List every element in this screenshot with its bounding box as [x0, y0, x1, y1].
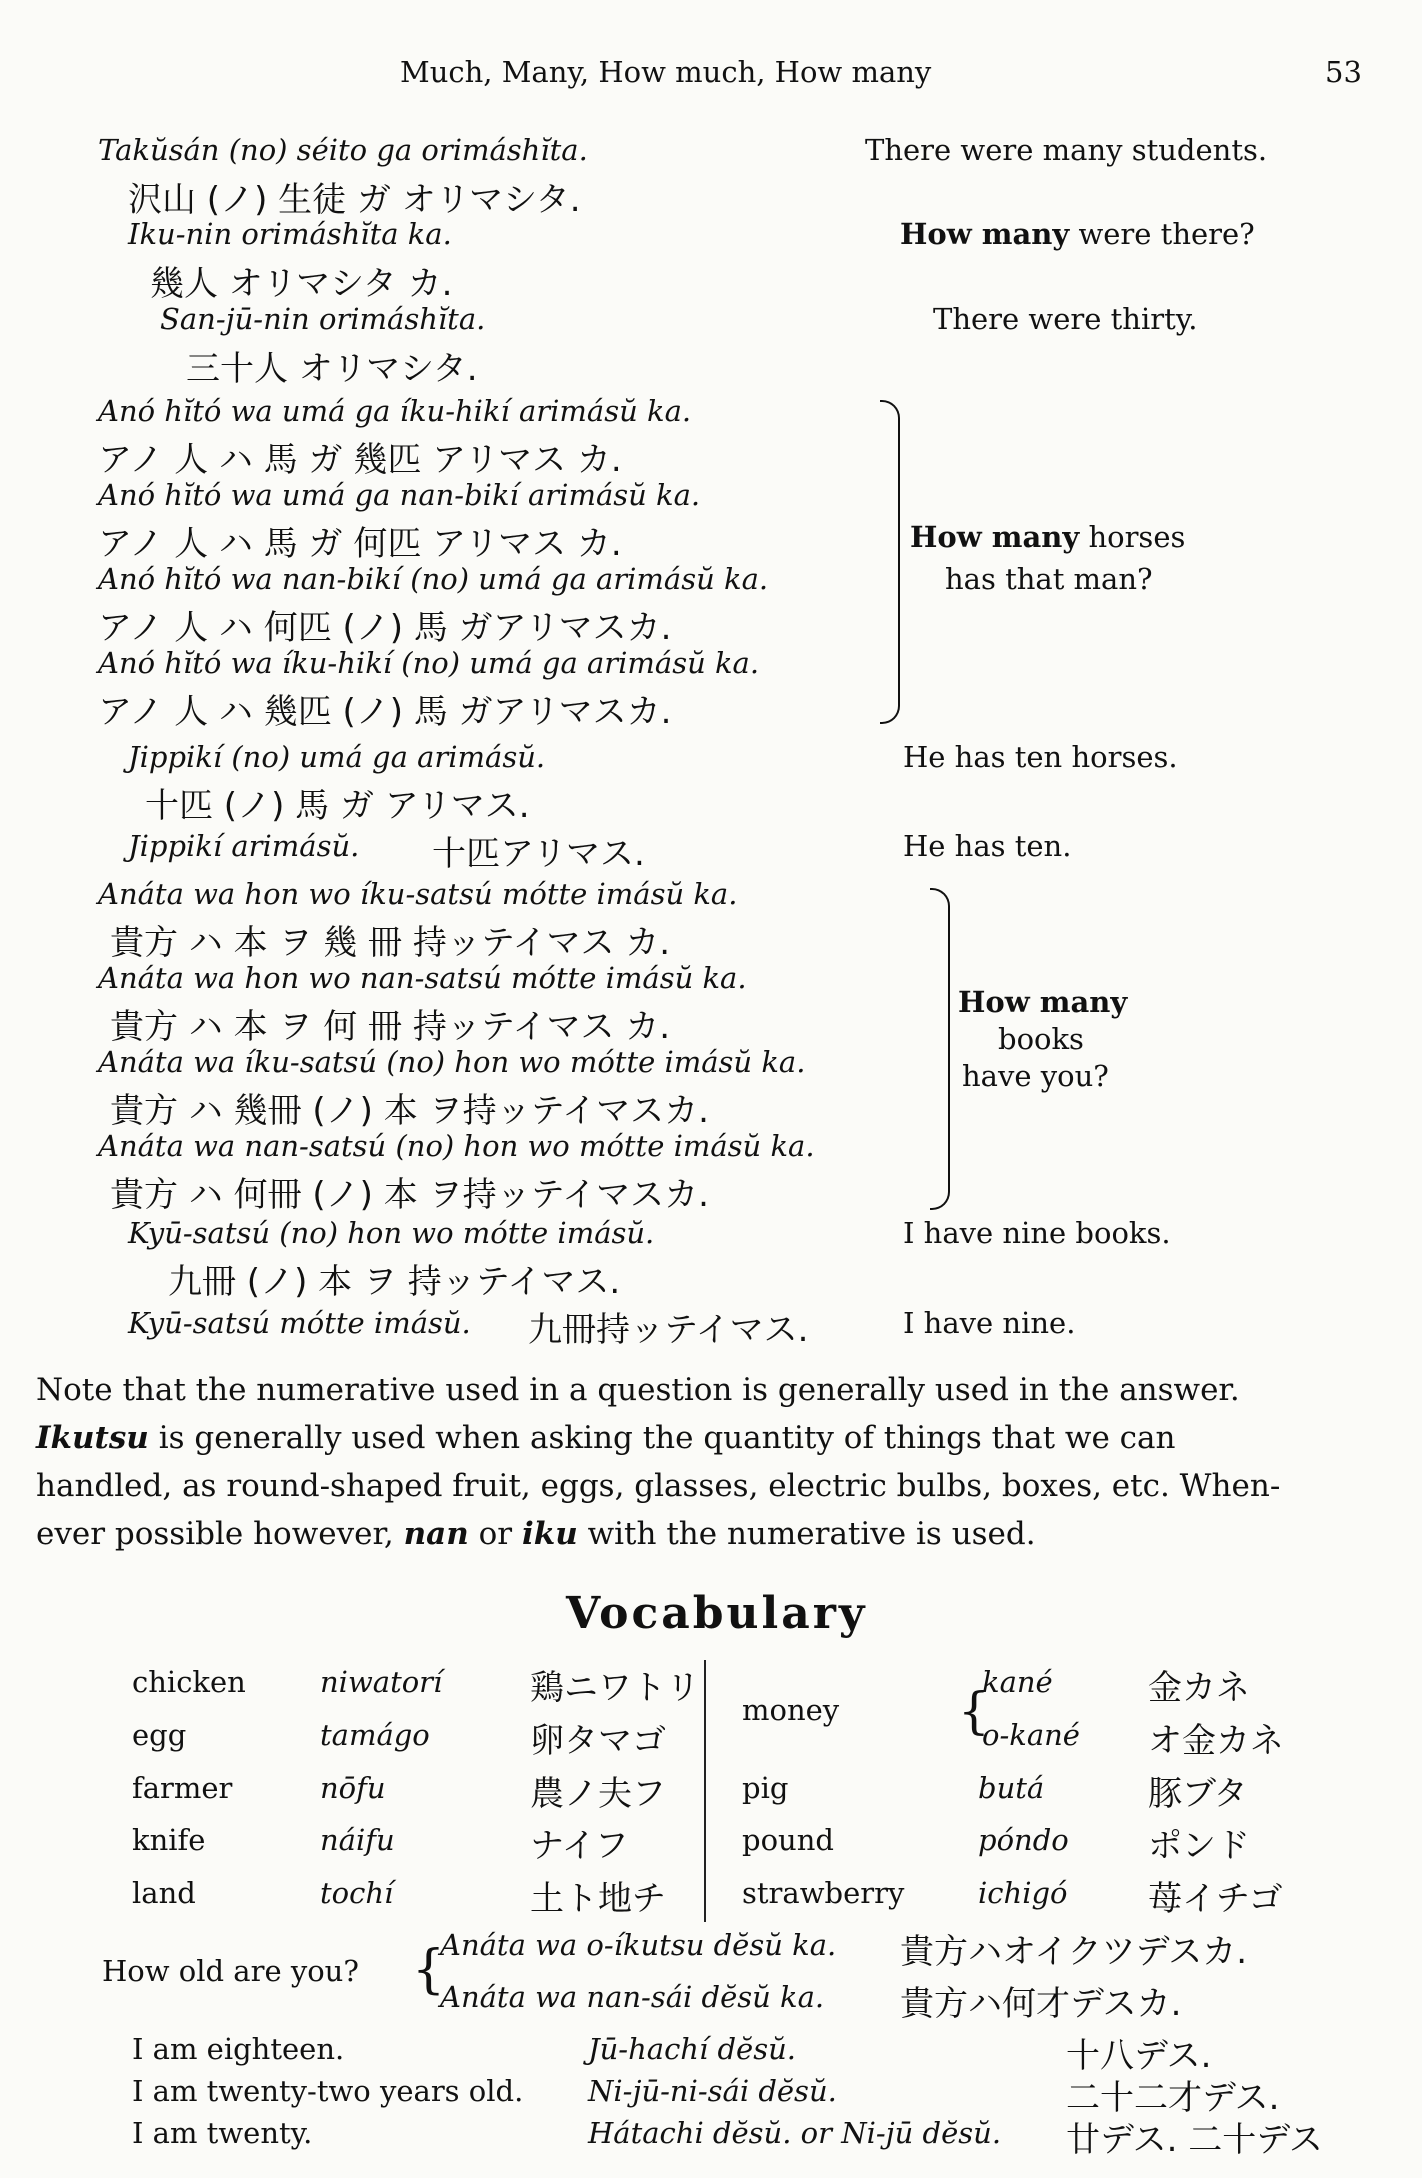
romaji-line: Kyū-satsú (no) hon wo mótte imásŭ.	[128, 1216, 655, 1250]
note-line	[36, 1510, 1366, 1558]
kana-line: 貴方 ハ 幾冊 (ノ) 本 ヲ持ッテイマスカ.	[110, 1091, 709, 1131]
romaji-line: Kyū-satsú mótte imásŭ.	[128, 1306, 471, 1340]
romaji-line: Takŭsán (no) séito ga orimáshĭta.	[98, 133, 588, 167]
emphasis-term: iku	[521, 1516, 578, 1552]
note-text: or	[468, 1516, 522, 1552]
vocab-romaji: ichigó	[978, 1876, 1068, 1910]
english-translation: He has ten.	[903, 829, 1072, 863]
romaji-line: Anó hĭtó wa umá ga íku-hikí arimásŭ ka.	[98, 394, 692, 428]
phrase-brace: {	[412, 1940, 446, 2000]
romaji-line: Anó hĭtó wa umá ga nan-bikí arimásŭ ka.	[98, 478, 701, 512]
english-text: books	[998, 1022, 1084, 1056]
phrase-kana: 貴方ハオイクツデスカ.	[900, 1932, 1248, 1972]
phrase-kana: 貴方ハ何才デスカ.	[900, 1984, 1182, 2024]
vocab-romaji: o-kané	[982, 1718, 1080, 1752]
english-translation	[910, 520, 1185, 554]
vocab-brace: {	[958, 1682, 990, 1740]
note-line: handled, as round-shaped fruit, eggs, glasses, electric bulbs, boxes, etc. When-	[36, 1468, 1281, 1504]
kana-line: 九冊 (ノ) 本 ヲ 持ッテイマス.	[168, 1262, 621, 1302]
phrase-romaji: Hátachi dĕsŭ. or Ni-jū dĕsŭ.	[588, 2116, 1002, 2150]
romaji-line: Anó hĭtó wa nan-bikí (no) umá ga arimásŭ ka.	[98, 562, 769, 596]
note-text: ever possible however,	[36, 1516, 404, 1552]
kana-line: アノ 人 ハ 馬 ガ 幾匹 アリマス カ.	[98, 440, 622, 480]
kana-line: 幾人 オリマシタ カ.	[150, 264, 453, 304]
romaji-line: Anáta wa hon wo íku-satsú mótte imásŭ ka.	[98, 877, 738, 911]
note-line	[36, 1414, 1366, 1462]
vocab-english: land	[132, 1876, 196, 1910]
emphasis-text: How many	[958, 985, 1128, 1019]
romaji-line: Anáta wa hon wo nan-satsú mótte imásŭ ka.	[98, 961, 747, 995]
phrase-romaji: Anáta wa nan-sái dĕsŭ ka.	[440, 1980, 825, 2014]
vocab-english: money	[742, 1693, 840, 1727]
romaji-line: Jippikí (no) umá ga arimásŭ.	[128, 740, 546, 774]
vocab-kanji: 卵タマゴ	[530, 1721, 666, 1761]
note-line: Note that the numerative used in a question is generally used in the answer.	[36, 1372, 1240, 1408]
running-header: Much, Many, How much, How many	[400, 55, 932, 89]
english-text: horses	[1088, 520, 1186, 554]
phrase-romaji: Ni-jū-ni-sái dĕsŭ.	[588, 2074, 837, 2108]
vocab-kanji: オ金カネ	[1148, 1721, 1284, 1761]
kana-line: 貴方 ハ 本 ヲ 幾 冊 持ッテイマス カ.	[110, 923, 671, 963]
vocab-romaji: niwatorí	[320, 1665, 443, 1699]
romaji-line: Jippikí arimásŭ.	[128, 829, 360, 863]
phrase-kana: 二十二才デス.	[1066, 2078, 1280, 2118]
grouping-brace	[930, 888, 950, 1210]
vocab-english: pound	[742, 1823, 834, 1857]
note-text: is generally used when asking the quantity of things that we can	[148, 1420, 1176, 1456]
romaji-line: San-jū-nin orimáshĭta.	[160, 302, 486, 336]
phrase-english: I am twenty-two years old.	[132, 2074, 524, 2108]
vocab-romaji: nōfu	[320, 1771, 386, 1805]
vocab-kanji: 土ト地チ	[530, 1879, 666, 1919]
emphasis-term: nan	[403, 1516, 469, 1552]
vocab-romaji: tochí	[320, 1876, 394, 1910]
vocab-kanji: 農ノ夫フ	[530, 1774, 666, 1814]
kana-line: 沢山 (ノ) 生徒 ガ オリマシタ.	[128, 180, 581, 220]
vocab-english: strawberry	[742, 1876, 905, 1910]
column-divider	[704, 1660, 706, 1922]
english-translation: There were many students.	[865, 133, 1268, 167]
english-text: have you?	[962, 1059, 1109, 1093]
vocab-english: knife	[132, 1823, 206, 1857]
vocab-romaji: butá	[978, 1771, 1045, 1805]
kana-line: 三十人 オリマシタ.	[186, 349, 478, 389]
kana-line: 貴方 ハ 何冊 (ノ) 本 ヲ持ッテイマスカ.	[110, 1175, 709, 1215]
phrase-english: How old are you?	[102, 1954, 359, 1988]
vocab-romaji: náifu	[320, 1823, 395, 1857]
kana-line: 貴方 ハ 本 ヲ 何 冊 持ッテイマス カ.	[110, 1007, 671, 1047]
romaji-line: Anáta wa nan-satsú (no) hon wo mótte imásŭ ka.	[98, 1129, 815, 1163]
vocab-english: egg	[132, 1718, 187, 1752]
vocab-english: farmer	[132, 1771, 233, 1805]
vocab-kanji: 金カネ	[1148, 1668, 1250, 1708]
vocab-kanji: 鶏ニワトリ	[530, 1668, 700, 1708]
vocab-romaji: kané	[982, 1665, 1053, 1699]
kana-line: アノ 人 ハ 馬 ガ 何匹 アリマス カ.	[98, 524, 622, 564]
romaji-line: Anó hĭtó wa íku-hikí (no) umá ga arimásŭ ka.	[98, 646, 760, 680]
emphasis-text: How many	[910, 520, 1080, 554]
vocab-kanji: ナイフ	[530, 1826, 629, 1866]
phrase-english: I am twenty.	[132, 2116, 313, 2150]
kana-line: 十匹 (ノ) 馬 ガ アリマス.	[145, 786, 530, 826]
romaji-line: Iku-nin orimáshĭta ka.	[128, 217, 452, 251]
section-title: Vocabulary	[566, 1588, 868, 1639]
vocab-kanji: 豚ブタ	[1148, 1774, 1248, 1814]
vocab-kanji: ポンド	[1148, 1826, 1250, 1866]
english-text: has that man?	[945, 562, 1153, 596]
phrase-kana: 十八デス.	[1066, 2036, 1212, 2076]
phrase-kana: 廿デス. 二十デス	[1066, 2120, 1323, 2160]
vocab-kanji: 苺イチゴ	[1148, 1879, 1283, 1919]
english-translation: He has ten horses.	[903, 740, 1178, 774]
english-text: were there?	[1078, 217, 1255, 251]
romaji-line: Anáta wa íku-satsú (no) hon wo mótte imásŭ ka.	[98, 1045, 806, 1079]
emphasis-text: How many	[900, 217, 1070, 251]
kana-line: 十匹アリマス.	[432, 834, 645, 874]
english-translation: I have nine.	[903, 1306, 1076, 1340]
vocab-english: chicken	[132, 1665, 246, 1699]
english-translation: There were thirty.	[933, 302, 1198, 336]
phrase-romaji: Anáta wa o-íkutsu dĕsŭ ka.	[440, 1928, 837, 1962]
page-number: 53	[1325, 55, 1362, 89]
english-translation: I have nine books.	[903, 1216, 1171, 1250]
kana-line: 九冊持ッテイマス.	[528, 1310, 809, 1350]
english-translation	[900, 217, 1255, 251]
note-text: with the numerative is used.	[577, 1516, 1036, 1552]
vocab-romaji: póndo	[978, 1823, 1069, 1857]
kana-line: アノ 人 ハ 幾匹 (ノ) 馬 ガアリマスカ.	[98, 692, 672, 732]
vocab-english: pig	[742, 1771, 789, 1805]
grouping-brace	[880, 400, 900, 724]
kana-line: アノ 人 ハ 何匹 (ノ) 馬 ガアリマスカ.	[98, 608, 672, 648]
phrase-english: I am eighteen.	[132, 2032, 345, 2066]
phrase-romaji: Jū-hachí dĕsŭ.	[588, 2032, 796, 2066]
emphasis-term: Ikutsu	[36, 1420, 149, 1456]
vocab-romaji: tamágo	[320, 1718, 430, 1752]
